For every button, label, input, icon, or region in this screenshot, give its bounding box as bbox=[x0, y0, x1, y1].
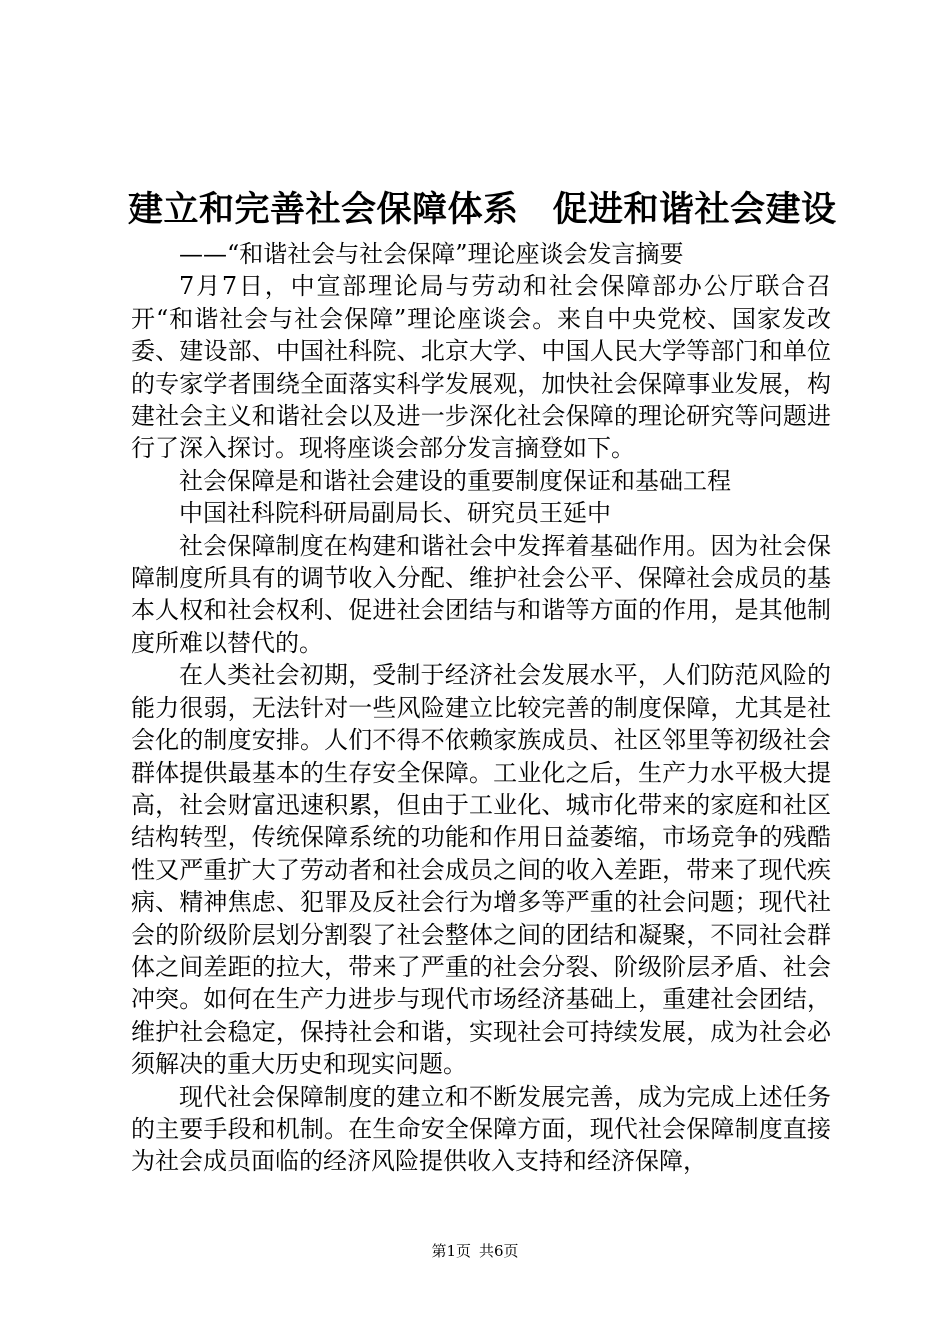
document-body bbox=[131, 238, 831, 1178]
document-title bbox=[128, 186, 838, 234]
page-footer bbox=[0, 1241, 950, 1261]
section-heading: 社会保障是和谐社会建设的重要制度保证和基础工程 bbox=[179, 466, 731, 495]
title-part-2: 促进和谐社会建设 bbox=[552, 189, 837, 230]
paragraph: 社会保障制度在构建和谐社会中发挥着基础作用。因为社会保障制度所具有的调节收入分配、维护社会公平、保障社会成员的基本人权和社会权利、促进社会团结与和谐等方面的作用，是其他制度所难以替代的。 bbox=[131, 531, 831, 657]
document-subtitle: ——“和谐社会与社会保障”理论座谈会发言摘要 bbox=[179, 240, 684, 268]
paragraph: 现代社会保障制度的建立和不断发展完善，成为完成上述任务的主要手段和机制。在生命安全保障方面，现代社会保障制度直接为社会成员面临的经济风险提供收入支持和经济保障， bbox=[131, 1082, 831, 1176]
page-total: 共6页 bbox=[479, 1242, 519, 1260]
paragraph: 在人类社会初期，受制于经济社会发展水平，人们防范风险的能力很弱，无法针对一些风险建立比较完善的制度保障，尤其是社会化的制度安排。人们不得不依赖家族成员、社区邻里等初级社会群体提供最基本的生存安全保障。工业化之后，生产力水平极大提高，社会财富迅速积累，但由于工业化、城市化带来的家庭和社区结构转型，传统保障系统的功能和作用日益萎缩，市场竞争的残酷性又严重扩大了劳动者和社会成员之间的收入差距，带来了现代疾病、精神焦虑、犯罪及反社会行为增多等严重的社会问题；现代社会的阶级阶层划分割裂了社会整体之间的团结和凝聚，不同社会群体之间差距的拉大，带来了严重的社会分裂、阶级阶层矛盾、社会冲突。如何在生产力进步与现代市场经济基础上，重建社会团结，维护社会稳定，保持社会和谐，实现社会可持续发展，成为社会必须解决的重大历史和现实问题。 bbox=[131, 661, 831, 1079]
title-part-1: 建立和完善社会保障体系 bbox=[128, 189, 519, 230]
paragraph-intro: 7月7日，中宣部理论局与劳动和社会保障部办公厅联合召开“和谐社会与社会保障”理论座谈会。来自中央党校、国家发改委、建设部、中国社科院、北京大学、中国人民大学等部门和单位的专家学者围绕全面落实科学发展观，加快社会保障事业发展，构建社会主义和谐社会以及进一步深化社会保障的理论研究等问题进行了深入探讨。现将座谈会部分发言摘登如下。 bbox=[131, 272, 831, 463]
speaker-line: 中国社科院科研局副局长、研究员王延中 bbox=[179, 499, 611, 528]
page-number: 第1页 bbox=[431, 1242, 471, 1260]
